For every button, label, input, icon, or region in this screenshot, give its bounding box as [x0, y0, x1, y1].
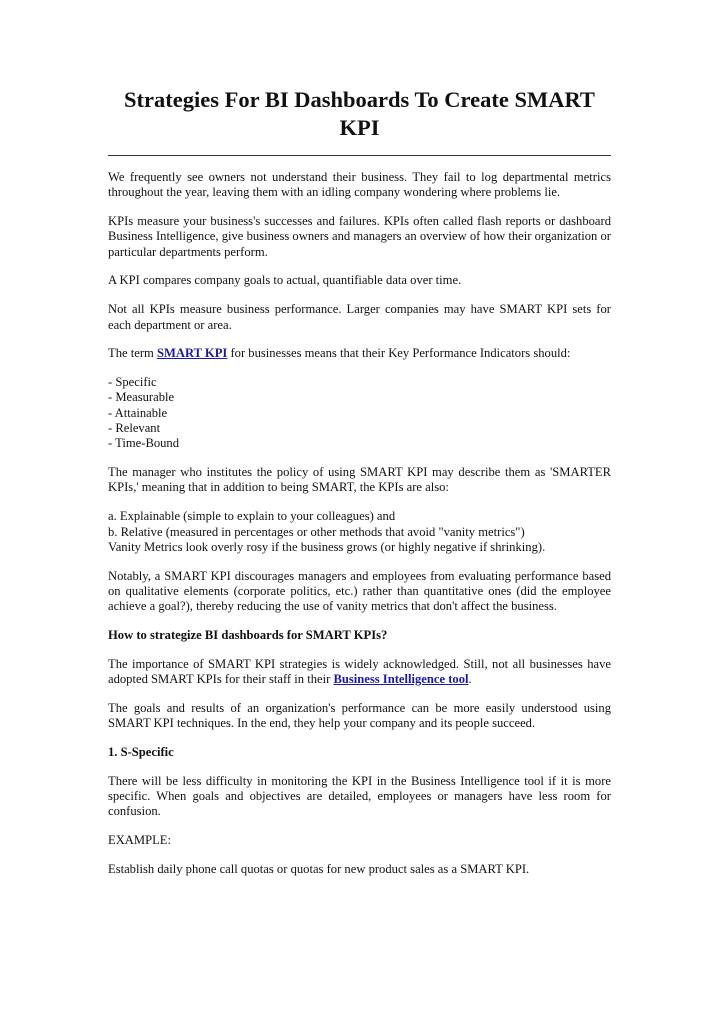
bi-tool-link[interactable]: Business Intelligence tool	[333, 672, 469, 687]
list-item: a. Explainable (simple to explain to your colleagues) and	[108, 509, 396, 524]
list-item: - Measurable	[108, 390, 175, 405]
paragraph-discourages: Notably, a SMART KPI discourages managers and employees from evaluating performance based on qualitative elements (corporate politics, etc.) rather than quantitative ones (did the employee achieve a goal?), thereby reducing the use of vanity metrics that don't affect the business.	[108, 568, 611, 614]
paragraph-example: Establish daily phone call quotas or quotas for new product sales as a SMART KPI.	[108, 862, 530, 876]
section-heading-strategize: How to strategize BI dashboards for SMART KPIs?	[108, 628, 388, 643]
paragraph-kpi-definition: KPIs measure your business's successes and failures. KPIs often called flash reports or dashboard Business Intelligence, give business owners and managers an overview of how their organization or particular departments perform.	[108, 214, 611, 259]
paragraph-kpi-compare: A KPI compares company goals to actual, quantifiable data over time.	[108, 273, 462, 288]
list-item: - Attainable	[108, 405, 168, 420]
smart-kpi-link[interactable]: SMART KPI	[156, 346, 228, 361]
paragraph-smart-term	[108, 346, 611, 361]
paragraph-importance	[108, 657, 611, 688]
list-item: - Time-Bound	[108, 436, 180, 451]
paragraph-intro: We frequently see owners not understand their business. They fail to log departmental metrics throughout the year, leaving them with an idling company wondering where problems lie.	[108, 170, 611, 200]
list-item: - Specific	[108, 375, 157, 390]
smart-list	[108, 375, 611, 451]
paragraph-kpi-sets: Not all KPIs measure business performance. Larger companies may have SMART KPI sets for each department or area.	[108, 302, 611, 332]
paragraph-smarter: The manager who institutes the policy of using SMART KPI may describe them as 'SMARTER KPIs,' meaning that in addition to being SMART, the KPIs are also:	[108, 465, 611, 495]
section-heading-specific: 1. S-Specific	[108, 745, 174, 760]
text-fragment: .	[468, 672, 472, 687]
paragraph-specific: There will be less difficulty in monitoring the KPI in the Business Intelligence tool if it is more specific. When goals and objectives are detailed, employees or managers have less room for confusion.	[108, 773, 611, 819]
page-title: Strategies For BI Dashboards To Create SMART KPI	[124, 87, 595, 140]
example-label: EXAMPLE:	[108, 833, 171, 848]
text-fragment: The term	[108, 346, 157, 361]
title-divider	[108, 155, 611, 156]
text-fragment: for businesses means that their Key Performance Indicators should:	[227, 346, 571, 361]
text-fragment: The importance of SMART KPI strategies is widely acknowledged. Still, not all businesses have adopted SMART KPIs for their staff in their	[108, 656, 611, 687]
list-item: Vanity Metrics look overly rosy if the business grows (or highly negative if shrinking).	[108, 539, 546, 554]
list-item: b. Relative (measured in percentages or other methods that avoid "vanity metrics")	[108, 524, 525, 539]
smarter-list	[108, 509, 611, 555]
list-item: - Relevant	[108, 421, 161, 436]
document-body	[108, 170, 611, 877]
paragraph-goals: The goals and results of an organization's performance can be more easily understood using SMART KPI techniques. In the end, they help your company and its people succeed.	[108, 700, 611, 731]
